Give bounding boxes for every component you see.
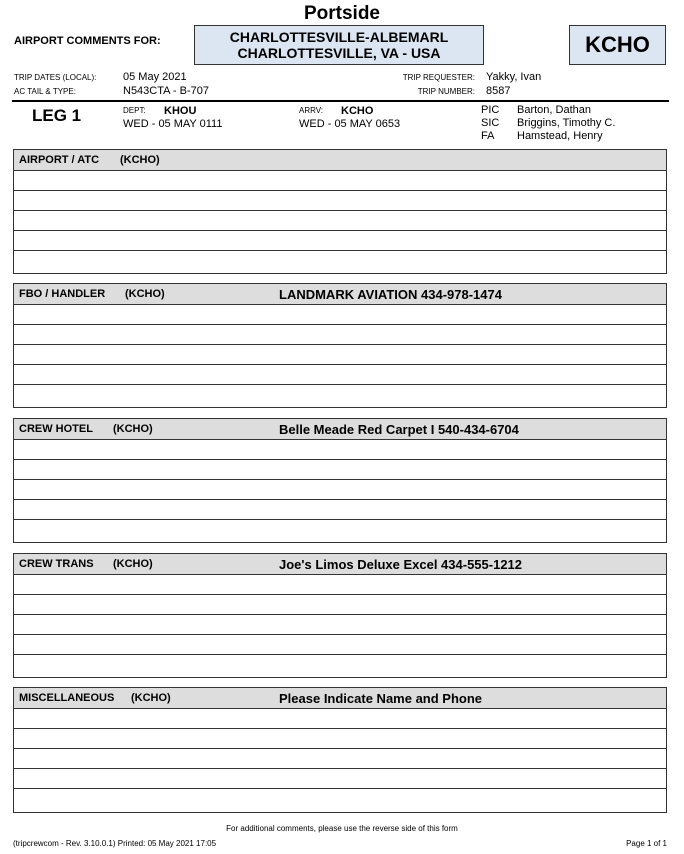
section-code: (KCHO)	[113, 558, 153, 570]
ac-tail-value: N543CTA - B-707	[123, 85, 210, 97]
comment-line[interactable]	[14, 595, 666, 615]
arrv-label: ARRV:	[299, 106, 324, 115]
comment-line[interactable]	[14, 231, 666, 251]
section-code: (KCHO)	[113, 423, 153, 435]
section-vendor: Joe's Limos Deluxe Excel 434-555-1212	[279, 557, 523, 572]
comment-line[interactable]	[14, 460, 666, 480]
section-header	[14, 688, 666, 709]
comment-line[interactable]	[14, 480, 666, 500]
section-code: (KCHO)	[120, 154, 160, 166]
comment-line[interactable]	[14, 500, 666, 520]
trip-number-value: 8587	[486, 85, 511, 97]
comment-line[interactable]	[14, 440, 666, 460]
trip-dates-label: TRIP DATES (LOCAL):	[14, 73, 97, 82]
page-number: Page 1 of 1	[626, 839, 667, 848]
header-divider	[12, 100, 669, 102]
comment-line[interactable]	[14, 520, 666, 540]
dept-time: WED - 05 MAY 0111	[123, 118, 223, 130]
section-title: MISCELLANEOUS	[19, 692, 115, 704]
ac-tail-label: AC TAIL & TYPE:	[14, 87, 76, 96]
comment-line[interactable]	[14, 365, 666, 385]
section-miscellaneous	[13, 687, 667, 813]
airport-comments-label: AIRPORT COMMENTS FOR:	[14, 35, 161, 47]
section-header	[14, 150, 666, 171]
arrv-time: WED - 05 MAY 0653	[299, 118, 401, 130]
comment-line[interactable]	[14, 345, 666, 365]
airport-name: CHARLOTTESVILLE-ALBEMARL	[229, 29, 449, 45]
comment-line[interactable]	[14, 305, 666, 325]
footer-note: For additional comments, please use the reverse side of this form	[226, 824, 458, 833]
section-code: (KCHO)	[125, 288, 165, 300]
section-vendor: Belle Meade Red Carpet I 540-434-6704	[279, 422, 519, 437]
crew-name-pic: Barton, Dathan	[517, 104, 591, 116]
section-vendor: LANDMARK AVIATION 434-978-1474	[279, 287, 502, 302]
trip-requester-value: Yakky, Ivan	[486, 71, 542, 83]
comment-line[interactable]	[14, 171, 666, 191]
section-title: CREW TRANS	[19, 558, 94, 570]
footer-print-info: (tripcrewcom - Rev. 3.10.0.1) Printed: 05 May 2021 17:05	[13, 839, 217, 848]
section-crew-trans	[13, 553, 667, 678]
dept-label: DEPT:	[123, 106, 146, 115]
airport-city: CHARLOTTESVILLE, VA - USA	[237, 45, 441, 61]
trip-number-label: TRIP NUMBER:	[417, 87, 475, 96]
crew-name-fa: Hamstead, Henry	[517, 130, 603, 142]
comment-line[interactable]	[14, 789, 666, 809]
trip-dates-value: 05 May 2021	[123, 71, 187, 83]
comment-line[interactable]	[14, 709, 666, 729]
crew-role-fa: FA	[481, 130, 495, 142]
comment-line[interactable]	[14, 325, 666, 345]
comment-line[interactable]	[14, 385, 666, 405]
section-code: (KCHO)	[131, 692, 171, 704]
comment-line[interactable]	[14, 251, 666, 271]
arrv-code: KCHO	[341, 105, 374, 117]
crew-role-pic: PIC	[481, 104, 500, 116]
comment-line[interactable]	[14, 635, 666, 655]
trip-requester-label: TRIP REQUESTER:	[402, 73, 475, 82]
airport-code-box: KCHO	[569, 25, 666, 65]
crew-name-sic: Briggins, Timothy C.	[517, 117, 616, 129]
comment-line[interactable]	[14, 211, 666, 231]
section-header	[14, 284, 666, 305]
section-header	[14, 419, 666, 440]
section-fbo-handler	[13, 283, 667, 408]
comment-line[interactable]	[14, 729, 666, 749]
dept-code: KHOU	[164, 105, 197, 117]
section-vendor: Please Indicate Name and Phone	[279, 691, 483, 706]
section-airport-atc	[13, 149, 667, 274]
airport-name-box	[194, 25, 484, 65]
crew-role-sic: SIC	[481, 117, 500, 129]
section-title: CREW HOTEL	[19, 423, 93, 435]
comment-line[interactable]	[14, 769, 666, 789]
section-header	[14, 554, 666, 575]
comment-line[interactable]	[14, 575, 666, 595]
comment-line[interactable]	[14, 749, 666, 769]
comment-line[interactable]	[14, 615, 666, 635]
section-crew-hotel	[13, 418, 667, 543]
section-title: FBO / HANDLER	[19, 288, 106, 300]
comment-line[interactable]	[14, 191, 666, 211]
comment-line[interactable]	[14, 655, 666, 675]
company-name: Portside	[303, 3, 381, 24]
section-title: AIRPORT / ATC	[19, 154, 100, 166]
leg-title: LEG 1	[32, 106, 82, 125]
